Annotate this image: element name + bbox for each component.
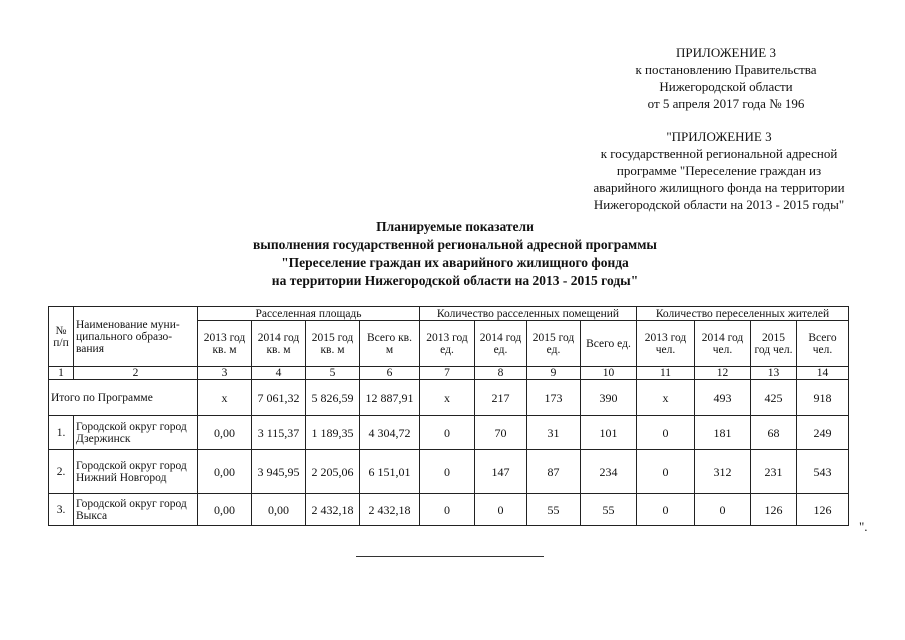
title-line: на территории Нижегородской области на 2013 - 2015 годы" [271,273,639,288]
table-cell: 0 [475,494,527,526]
table-cell: 234 [581,450,637,494]
table-cell: 70 [475,416,527,450]
header-group-rooms: Количество расселенных помещений [420,307,637,321]
table-row [49,450,849,494]
total-cell: х [637,380,695,416]
table-cell: 312 [695,450,751,494]
header-area-2013: 2013 год кв. м [198,321,252,367]
table-cell: 101 [581,416,637,450]
total-cell: 217 [475,380,527,416]
header-people-2015: 2015 год чел. [751,321,797,367]
column-number: 3 [198,367,252,380]
table-cell: 55 [527,494,581,526]
appendix-line: аварийного жилищного фонда на территории [593,180,845,195]
header-group-people: Количество переселенных жителей [637,307,849,321]
appendix-line: к государственной региональной адресной [600,146,838,161]
title-line: выполнения государственной региональной адресной программы [253,237,657,252]
column-number: 2 [74,367,198,380]
table-cell: 68 [751,416,797,450]
appendix-title: ПРИЛОЖЕНИЕ 3 [676,45,776,60]
table-cell: 0,00 [198,494,252,526]
header-area-total: Всего кв. м [360,321,420,367]
row-municipality: Городской округ город Выкса [74,494,198,526]
total-row [49,380,849,416]
header-group-area: Расселенная площадь [198,307,420,321]
row-municipality: Городской округ город Нижний Новгород [74,450,198,494]
total-cell: 173 [527,380,581,416]
table-cell: 0 [637,494,695,526]
table-cell: 2 205,06 [306,450,360,494]
table-cell: 3 945,95 [252,450,306,494]
appendix-line: Нижегородской области на 2013 - 2015 годы" [593,197,845,212]
row-num: 3. [49,494,74,526]
header-people-2014: 2014 год чел. [695,321,751,367]
column-number: 7 [420,367,475,380]
table-cell: 543 [797,450,849,494]
header-rooms-2013: 2013 год ед. [420,321,475,367]
total-label: Итого по Программе [49,380,198,416]
table-cell: 231 [751,450,797,494]
document-title [220,218,690,290]
total-cell: 918 [797,380,849,416]
table-cell: 126 [797,494,849,526]
total-cell: 493 [695,380,751,416]
appendix-title: "ПРИЛОЖЕНИЕ 3 [666,129,772,144]
table-cell: 3 115,37 [252,416,306,450]
appendix-resolution-block [596,44,856,112]
total-cell: х [420,380,475,416]
table-row [49,494,849,526]
indicators-table [48,306,849,526]
column-number: 11 [637,367,695,380]
total-cell: 5 826,59 [306,380,360,416]
table-cell: 2 432,18 [306,494,360,526]
appendix-line: Нижегородской области [659,79,793,94]
column-number: 13 [751,367,797,380]
header-rooms-2014: 2014 год ед. [475,321,527,367]
table-cell: 0 [695,494,751,526]
table-cell: 1 189,35 [306,416,360,450]
column-number-row [49,367,849,380]
appendix-line: программе "Переселение граждан из [616,163,822,178]
row-municipality: Городской округ город Дзержинск [74,416,198,450]
table-cell: 249 [797,416,849,450]
row-num: 1. [49,416,74,450]
table-cell: 2 432,18 [360,494,420,526]
table-cell: 87 [527,450,581,494]
table-cell: 181 [695,416,751,450]
column-number: 14 [797,367,849,380]
title-line: Планируемые показатели [376,219,534,234]
total-cell: 425 [751,380,797,416]
header-rooms-2015: 2015 год ед. [527,321,581,367]
column-number: 6 [360,367,420,380]
table-cell: 0 [637,416,695,450]
column-number: 12 [695,367,751,380]
table-cell: 0 [420,416,475,450]
appendix-date: от 5 апреля 2017 года № 196 [647,96,805,111]
closing-quote: ". [859,519,868,534]
table-cell: 0 [420,450,475,494]
table-cell: 147 [475,450,527,494]
table-cell: 0,00 [198,416,252,450]
header-rooms-total: Всего ед. [581,321,637,367]
header-area-2015: 2015 год кв. м [306,321,360,367]
table-cell: 55 [581,494,637,526]
header-municipality: Наименование муни-ципального образо-вания [74,307,198,367]
appendix-program-block [573,128,865,213]
column-number: 5 [306,367,360,380]
table-cell: 0 [637,450,695,494]
table-row [49,416,849,450]
header-area-2014: 2014 год кв. м [252,321,306,367]
header-people-total: Всего чел. [797,321,849,367]
table-cell: 31 [527,416,581,450]
table-cell: 6 151,01 [360,450,420,494]
header-people-2013: 2013 год чел. [637,321,695,367]
column-number: 10 [581,367,637,380]
total-cell: х [198,380,252,416]
column-number: 4 [252,367,306,380]
column-number: 1 [49,367,74,380]
bottom-divider [356,556,544,557]
column-number: 9 [527,367,581,380]
header-num: № п/п [49,307,74,367]
appendix-line: к постановлению Правительства [635,62,817,77]
table-cell: 0,00 [252,494,306,526]
table-cell: 0,00 [198,450,252,494]
total-cell: 12 887,91 [360,380,420,416]
total-cell: 390 [581,380,637,416]
table-cell: 4 304,72 [360,416,420,450]
title-line: "Переселение граждан их аварийного жилищного фонда [281,255,629,270]
table-cell: 126 [751,494,797,526]
row-num: 2. [49,450,74,494]
column-number: 8 [475,367,527,380]
total-cell: 7 061,32 [252,380,306,416]
table-cell: 0 [420,494,475,526]
